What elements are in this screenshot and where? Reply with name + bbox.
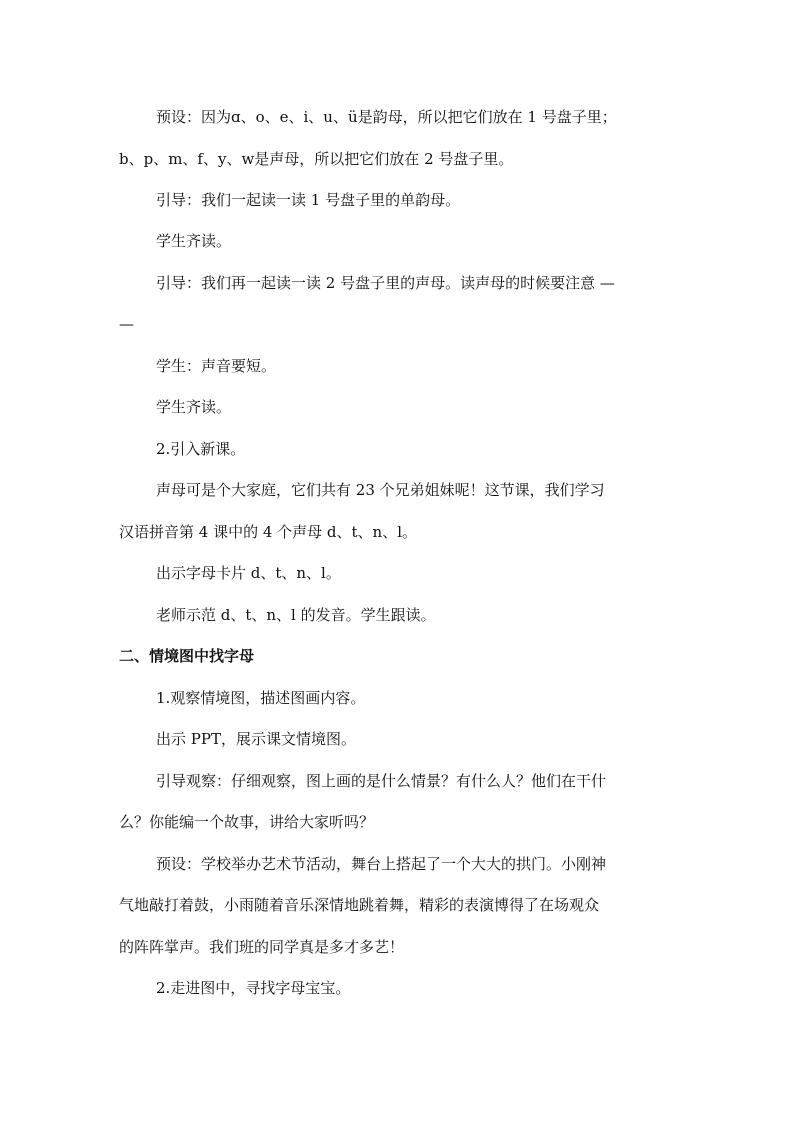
paragraph-line: 2.走进图中，寻找字母宝宝。 bbox=[156, 979, 351, 997]
paragraph-line: 出示 PPT，展示课文情境图。 bbox=[156, 730, 356, 748]
paragraph-line: 2.引入新课。 bbox=[156, 440, 246, 458]
paragraph-line: 预设：因为ɑ、o、e、i、u、ü是韵母，所以把它们放在 1 号盘子里； bbox=[156, 108, 617, 126]
paragraph-line: 引导：我们再一起读一读 2 号盘子里的声母。读声母的时候要注意 — bbox=[156, 274, 615, 292]
paragraph-line: 老师示范 d、t、n、l 的发音。学生跟读。 bbox=[156, 606, 436, 624]
paragraph-line: 出示字母卡片 d、t、n、l。 bbox=[156, 564, 341, 582]
paragraph-line: 的阵阵掌声。我们班的同学真是多才多艺！ bbox=[119, 938, 405, 956]
paragraph-line: 声母可是个大家庭，它们共有 23 个兄弟姐妹呢！这节课，我们学习 bbox=[156, 481, 605, 499]
paragraph-line: 学生：声音要短。 bbox=[156, 357, 277, 375]
paragraph-line: 引导：我们一起读一读 1 号盘子里的单韵母。 bbox=[156, 191, 461, 209]
paragraph-line: 气地敲打着鼓，小雨随着音乐深情地跳着舞，精彩的表演博得了在场观众 bbox=[119, 896, 600, 914]
paragraph-line: 1.观察情境图，描述图画内容。 bbox=[156, 689, 366, 707]
paragraph-line: 学生齐读。 bbox=[156, 398, 232, 416]
paragraph-line: b、p、m、f、y、w是声母，所以把它们放在 2 号盘子里。 bbox=[119, 150, 514, 168]
paragraph-line: — bbox=[119, 315, 134, 333]
section-heading: 二、情境图中找字母 bbox=[119, 647, 255, 665]
paragraph-line: 学生齐读。 bbox=[156, 232, 232, 250]
paragraph-line: 预设：学校举办艺术节活动，舞台上搭起了一个大大的拱门。小刚神 bbox=[156, 855, 607, 873]
paragraph-line: 引导观察：仔细观察，图上画的是什么情景？有什么人？他们在干什 bbox=[156, 772, 607, 790]
paragraph-line: 么？你能编一个故事，讲给大家听吗？ bbox=[119, 813, 375, 831]
paragraph-line: 汉语拼音第 4 课中的 4 个声母 d、t、n、l。 bbox=[119, 523, 418, 541]
